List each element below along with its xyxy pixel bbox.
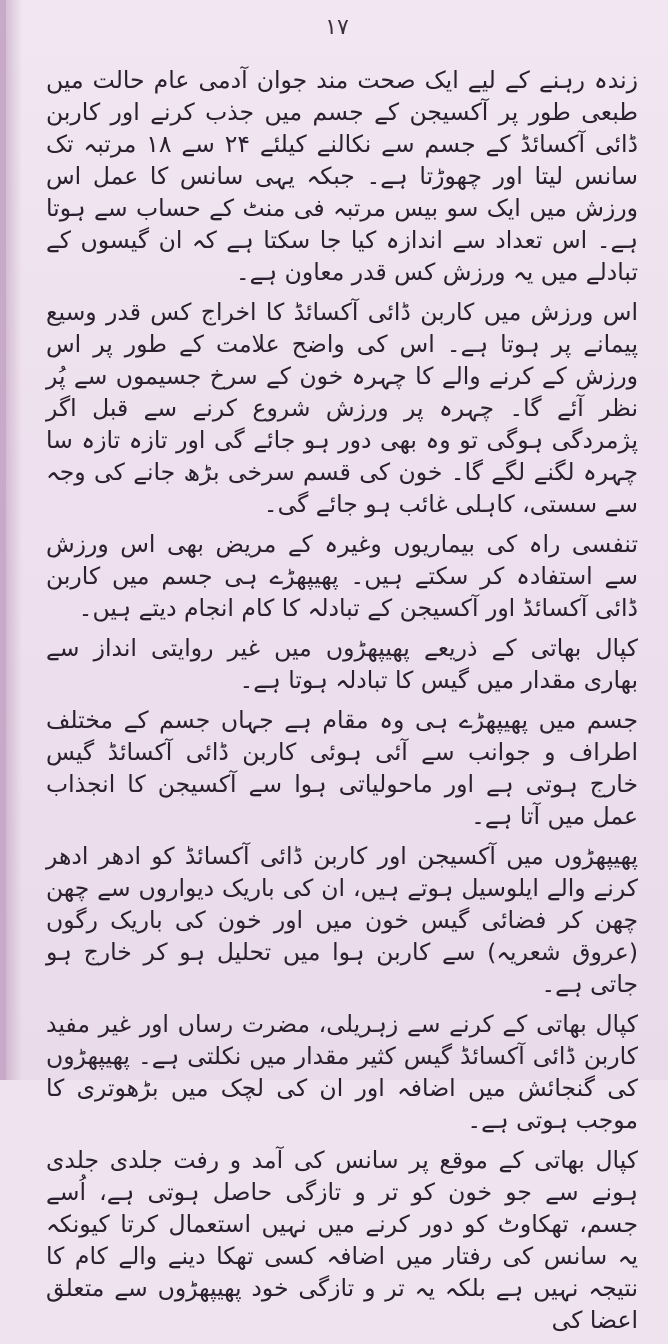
paragraph-8: کپال بھاتی کے موقع پر سانس کی آمد و رفت جلدی جلدی ہونے سے جو خون کو تر و تازگی حاصل ہوتی ہے، اُسے جسم، تھکاوٹ کو دور کرنے میں نہیں استعمال کرتا کیونکہ یہ سانس کی رفتار میں اضافہ کسی تھکا دینے والے کام کا نتیجہ نہیں ہے بلکہ یہ تر و تازگی خود پھیپھڑوں سے متعلق اعضا کی xyxy=(46,1146,638,1334)
paragraph-3: تنفسی راہ کی بیماریوں وغیرہ کے مریض بھی اس ورزش سے استفادہ کر سکتے ہیں۔ پھیپھڑے ہی جسم میں کاربن ڈائی آکسائڈ اور آکسیجن کے تبادلہ کا کام انجام دیتے ہیں۔ xyxy=(46,530,638,622)
paragraph-5: جسم میں پھیپھڑے ہی وہ مقام ہے جہاں جسم کے مختلف اطراف و جوانب سے آئی ہوئی کاربن ڈائی آکسائڈ گیس خارج ہوتی ہے اور ماحولیاتی ہوا سے آکسیجن کا انجذاب عمل میں آتا ہے۔ xyxy=(46,706,638,830)
paragraph-7: کپال بھاتی کے کرنے سے زہریلی، مضرت رساں اور غیر مفید کاربن ڈائی آکسائڈ گیس کثیر مقدار میں نکلتی ہے۔ پھیپھڑوں کی گنجائش میں اضافہ اور ان کی لچک میں بڑھوتری کا موجب ہوتی ہے۔ xyxy=(46,1010,638,1134)
paragraph-4: کپال بھاتی کے ذریعے پھیپھڑوں میں غیر روایتی انداز سے بھاری مقدار میں گیس کا تبادلہ ہوتا ہے۔ xyxy=(46,634,638,694)
page-body xyxy=(46,64,638,1344)
paragraph-1: زندہ رہنے کے لیے ایک صحت مند جوان آدمی عام حالت میں طبعی طور پر آکسیجن کے جسم میں جذب کرنے اور کاربن ڈائی آکسائڈ کے جسم سے نکالنے کیلئے ۲۴ سے ۱۸ مرتبہ تک سانس لیتا اور چھوڑتا ہے۔ جبکہ یہی سانس کا عمل اس ورزش میں ایک سو بیس مرتبہ فی منٹ کے حساب سے ہوتا ہے۔ اس تعداد سے اندازہ کیا جا سکتا ہے کہ ان گیسوں کے تبادلے میں یہ ورزش کس قدر معاون ہے۔ xyxy=(46,66,639,286)
paragraph-6: پھیپھڑوں میں آکسیجن اور کاربن ڈائی آکسائڈ کو ادھر ادھر کرنے والے ایلوسیل ہوتے ہیں، ان کی باریک دیواروں سے چھن چھن کر فضائی گیس خون میں اور خون کی باریک رگوں (عروق شعریہ) سے کاربن ہوا میں تحلیل ہو کر خارج ہو جاتی ہے۔ xyxy=(46,842,638,998)
paragraph-2: اس ورزش میں کاربن ڈائی آکسائڈ کا اخراج کس قدر وسیع پیمانے پر ہوتا ہے۔ اس کی واضح علامت کے طور پر اس ورزش کے کرنے والے کا چہرہ خون کے سرخ جسیموں سے پُر نظر آئے گا۔ چہرہ پر ورزش شروع کرنے سے قبل اگر پژمردگی ہوگی تو وہ بھی دور ہو جائے گی اور تازہ تازہ سا چہرہ لگنے لگے گا۔ خون کی قسم سرخی بڑھ جانے کی وجہ سے سستی، کاہلی غائب ہو جائے گی۔ xyxy=(46,298,638,518)
page-number: ۱۷ xyxy=(325,15,349,40)
